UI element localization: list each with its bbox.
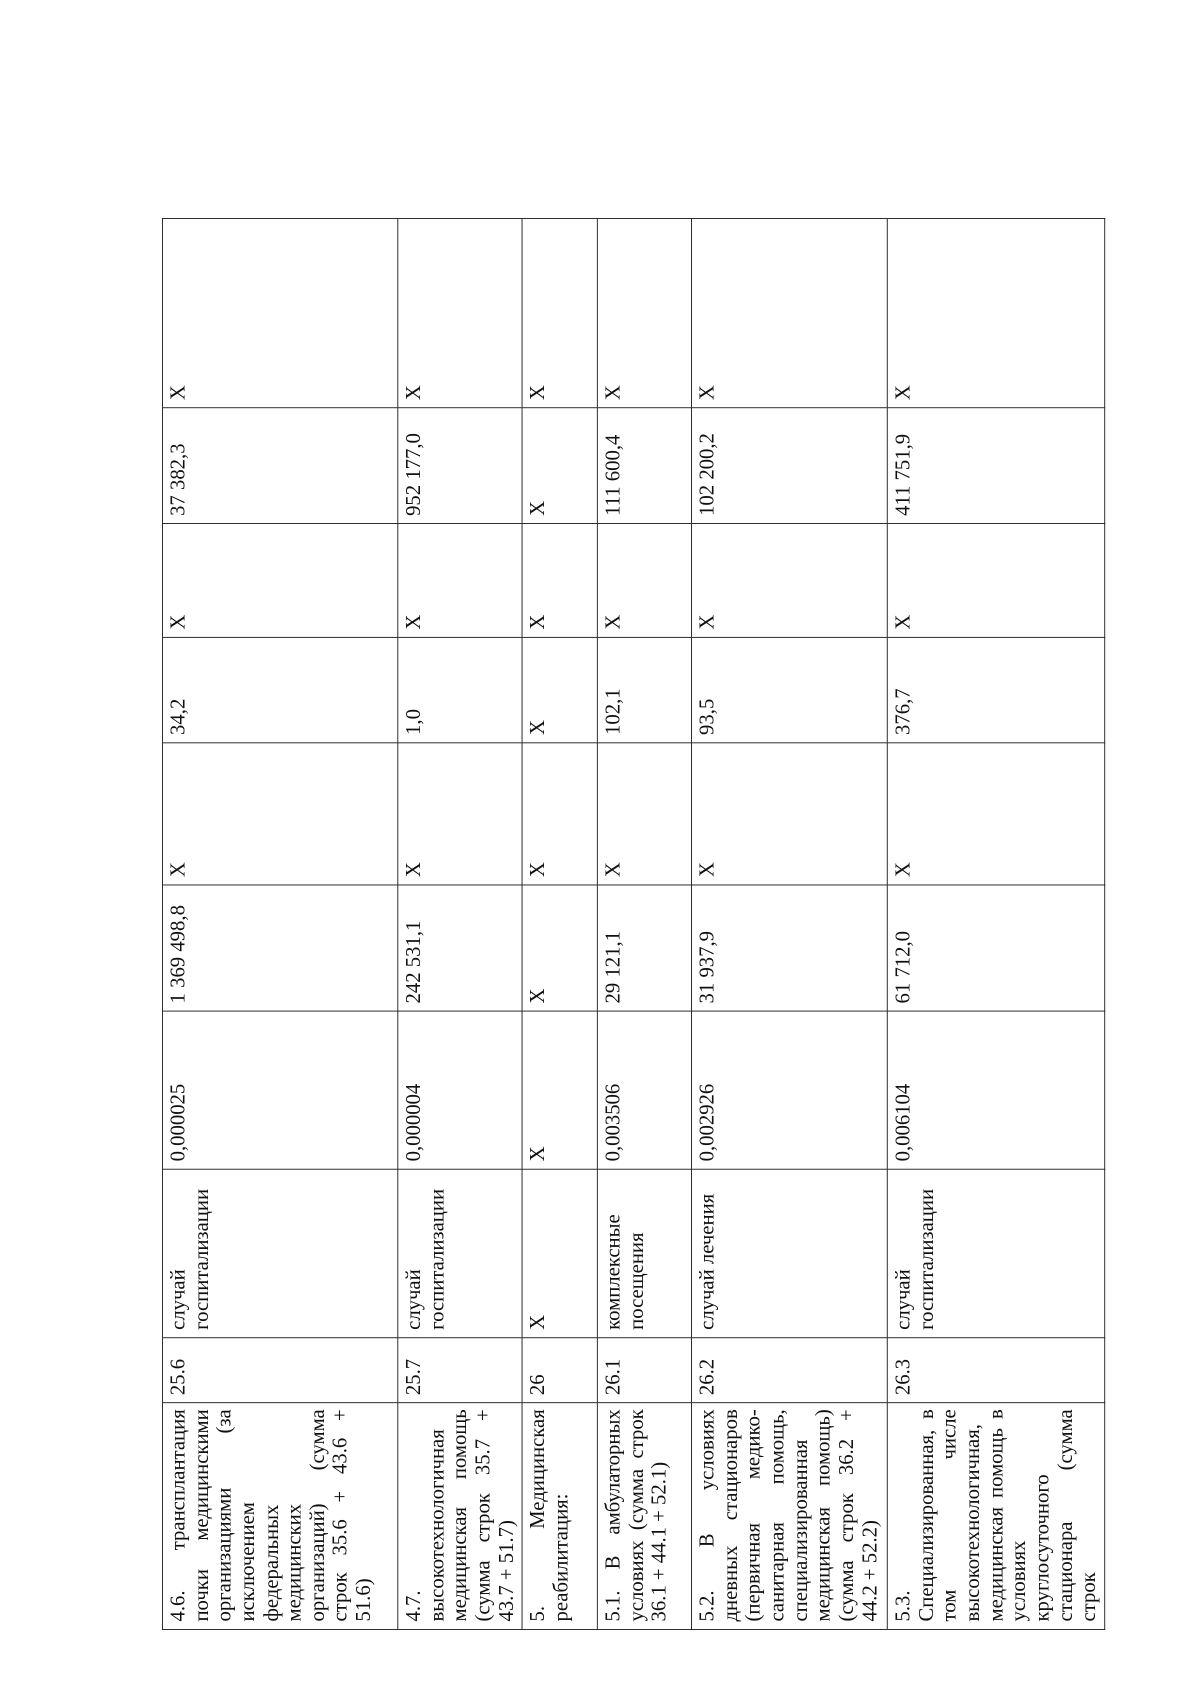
- row-cost-per-unit-cell: [522, 885, 597, 1011]
- row-col10-cell: [522, 219, 597, 409]
- table-row: [692, 219, 888, 1630]
- table-row: [522, 219, 597, 1630]
- row-cost-per-unit-text: 31 937,9: [694, 930, 719, 1004]
- row-name-cell: [692, 1403, 888, 1629]
- row-cost-per-unit-cell: [162, 885, 397, 1011]
- row-per-capita-text: 93,5: [694, 698, 719, 735]
- row-col6-cell: [398, 743, 522, 885]
- row-col6-cell: [887, 743, 1104, 885]
- row-per-capita-cell: [597, 638, 691, 743]
- row-name-text: 5.3. Специализированная, в том числе высокотехнологичная, медицинская помощь в условиях круглосуточного стационара (сумма строк: [890, 1409, 1100, 1622]
- row-per-capita-text: 376,7: [890, 688, 915, 735]
- row-cost-per-unit-text: 242 531,1: [401, 920, 425, 1004]
- row-cost-per-unit-text: X: [525, 988, 549, 1004]
- row-cost-per-unit-cell: [692, 885, 888, 1011]
- row-cost-per-unit-text: 29 121,1: [600, 930, 625, 1004]
- row-volume-per-person-cell: [522, 1011, 597, 1169]
- row-total-cell: [597, 408, 691, 524]
- row-total-cell: [162, 408, 397, 524]
- row-col8-cell: [692, 524, 888, 638]
- row-name-cell: [522, 1403, 597, 1629]
- row-total-cell: [398, 408, 522, 524]
- row-volume-per-person-cell: [162, 1011, 397, 1169]
- row-per-capita-cell: [162, 638, 397, 743]
- row-name-cell: [162, 1403, 397, 1629]
- row-col8-cell: [597, 524, 691, 638]
- row-unit-text: комплексные посещения: [600, 1214, 648, 1330]
- table-row: [398, 219, 522, 1630]
- row-per-capita-text: 102,1: [600, 688, 625, 735]
- row-volume-per-person-text: 0,003506: [600, 1083, 625, 1162]
- row-total-text: 411 751,9: [890, 433, 915, 516]
- row-total-cell: [522, 408, 597, 524]
- row-col10-cell: [398, 219, 522, 409]
- row-total-text: 102 200,2: [694, 433, 719, 516]
- row-col6-text: X: [165, 862, 190, 878]
- row-col6-text: X: [525, 862, 549, 878]
- row-col6-cell: [597, 743, 691, 885]
- row-name-text: 5. Медицинская реабилитация:: [525, 1409, 573, 1622]
- row-per-capita-cell: [398, 638, 522, 743]
- row-line-number-cell: [887, 1338, 1104, 1403]
- row-cost-per-unit-text: 61 712,0: [890, 930, 915, 1004]
- row-unit-cell: [398, 1169, 522, 1337]
- row-name-text: 5.2. В условиях дневных стационаров (первичная медико-санитарная помощь, специализированная медицинская помощь) (сумма строк 36.2 + 44.2 + 52.2): [694, 1409, 881, 1622]
- row-line-number-text: 25.6: [165, 1358, 190, 1396]
- row-col6-cell: [162, 743, 397, 885]
- row-volume-per-person-text: 0,000004: [401, 1083, 425, 1162]
- row-unit-cell: [887, 1169, 1104, 1337]
- row-col10-cell: [692, 219, 888, 409]
- row-line-number-text: 26.2: [694, 1358, 719, 1396]
- row-per-capita-text: 34,2: [165, 698, 190, 735]
- row-volume-per-person-cell: [692, 1011, 888, 1169]
- row-unit-cell: [162, 1169, 397, 1337]
- row-col6-text: X: [890, 862, 915, 878]
- row-unit-text: X: [525, 1314, 549, 1330]
- row-volume-per-person-text: 0,006104: [890, 1083, 915, 1162]
- row-col10-text: X: [694, 385, 719, 401]
- row-per-capita-text: X: [525, 719, 549, 735]
- row-line-number-text: 26.1: [600, 1358, 625, 1396]
- row-col8-text: X: [401, 614, 425, 630]
- row-per-capita-text: 1,0: [401, 709, 425, 735]
- row-unit-cell: [597, 1169, 691, 1337]
- row-volume-per-person-cell: [887, 1011, 1104, 1169]
- row-name-cell: [887, 1403, 1104, 1629]
- row-volume-per-person-text: 0,000025: [165, 1083, 190, 1162]
- row-col10-cell: [162, 219, 397, 409]
- row-col10-cell: [597, 219, 691, 409]
- row-total-cell: [887, 408, 1104, 524]
- row-per-capita-cell: [887, 638, 1104, 743]
- row-line-number-text: 26.3: [890, 1358, 915, 1396]
- row-col6-text: X: [694, 862, 719, 878]
- row-name-cell: [597, 1403, 691, 1629]
- row-col8-text: X: [600, 614, 625, 630]
- row-col6-cell: [522, 743, 597, 885]
- row-unit-text: случай лечения: [694, 1193, 719, 1330]
- row-unit-text: случай госпитализации: [401, 1188, 448, 1330]
- rotated-table-wrapper: [162, 218, 1100, 1630]
- row-name-cell: [398, 1403, 522, 1629]
- row-total-text: X: [525, 500, 549, 516]
- row-cost-per-unit-cell: [398, 885, 522, 1011]
- row-line-number-text: 26: [525, 1374, 549, 1396]
- row-col10-cell: [887, 219, 1104, 409]
- row-col8-cell: [398, 524, 522, 638]
- row-line-number-cell: [398, 1338, 522, 1403]
- row-col8-cell: [162, 524, 397, 638]
- row-col10-text: X: [401, 385, 425, 401]
- row-name-text: 4.6. трансплантация почки медицинскими организациями (за исключением федеральных медицинских организаций) (сумма строк 35.6 + 43.6 + 51.6): [165, 1409, 375, 1622]
- row-name-text: 5.1. В амбулаторных условиях (сумма строк 36.1 + 44.1 + 52.1): [600, 1409, 671, 1622]
- table-row: [597, 219, 691, 1630]
- row-total-cell: [692, 408, 888, 524]
- row-unit-text: случай госпитализации: [890, 1188, 938, 1330]
- row-name-text: 4.7. высокотехнологичная медицинская помощь (сумма строк 35.7 + 43.7 + 51.7): [401, 1409, 518, 1622]
- row-col8-text: X: [890, 614, 915, 630]
- row-col8-text: X: [525, 614, 549, 630]
- row-col8-text: X: [694, 614, 719, 630]
- row-per-capita-cell: [692, 638, 888, 743]
- row-line-number-text: 25.7: [401, 1358, 425, 1396]
- row-col10-text: X: [600, 385, 625, 401]
- row-volume-per-person-cell: [398, 1011, 522, 1169]
- row-volume-per-person-cell: [597, 1011, 691, 1169]
- row-col8-text: X: [165, 614, 190, 630]
- row-total-text: 111 600,4: [600, 434, 625, 516]
- row-total-text: 952 177,0: [401, 433, 425, 516]
- row-cost-per-unit-cell: [887, 885, 1104, 1011]
- row-volume-per-person-text: 0,002926: [694, 1083, 719, 1162]
- financing-table: [162, 218, 1105, 1630]
- row-line-number-cell: [162, 1338, 397, 1403]
- row-col10-text: X: [525, 385, 549, 401]
- row-unit-cell: [522, 1169, 597, 1337]
- row-line-number-cell: [692, 1338, 888, 1403]
- table-row: [162, 219, 397, 1630]
- row-cost-per-unit-cell: [597, 885, 691, 1011]
- row-unit-cell: [692, 1169, 888, 1337]
- row-cost-per-unit-text: 1 369 498,8: [165, 905, 190, 1004]
- row-col6-text: X: [401, 862, 425, 878]
- table-row: [887, 219, 1104, 1630]
- row-col10-text: X: [890, 385, 915, 401]
- row-per-capita-cell: [522, 638, 597, 743]
- row-col8-cell: [522, 524, 597, 638]
- row-col10-text: X: [165, 385, 190, 401]
- row-total-text: 37 382,3: [165, 443, 190, 516]
- row-volume-per-person-text: X: [525, 1146, 549, 1162]
- row-line-number-cell: [597, 1338, 691, 1403]
- row-col8-cell: [887, 524, 1104, 638]
- row-line-number-cell: [522, 1338, 597, 1403]
- row-unit-text: случай госпитализации: [165, 1188, 213, 1330]
- row-col6-cell: [692, 743, 888, 885]
- row-col6-text: X: [600, 862, 625, 878]
